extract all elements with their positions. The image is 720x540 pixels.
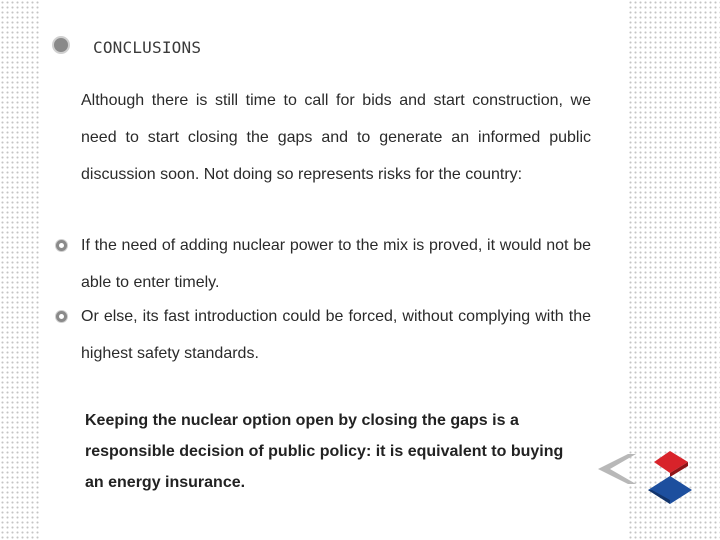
slide-title: CONCLUSIONS bbox=[93, 38, 202, 57]
bullet-item-1: If the need of adding nuclear power to the mix is proved, it would not be able to enter timely. bbox=[81, 237, 591, 291]
circle-bullet-icon bbox=[52, 36, 70, 54]
ring-bullet-icon bbox=[55, 310, 68, 323]
ring-bullet-icon bbox=[55, 239, 68, 252]
intro-paragraph: Although there is still time to call for bids and start construction, we need to start closing the gaps and to generate an informed public discussion soon. Not doing so represents risks for the country: bbox=[81, 92, 591, 183]
chevron-logo-icon bbox=[596, 448, 696, 504]
dot-pattern-left bbox=[0, 0, 40, 540]
closing-statement: Keeping the nuclear option open by closing the gaps is a responsible decision of public policy: it is equivalent to buying an energy insurance. bbox=[85, 412, 564, 491]
bullet-item-2: Or else, its fast introduction could be forced, without complying with the highest safety standards. bbox=[81, 308, 591, 362]
